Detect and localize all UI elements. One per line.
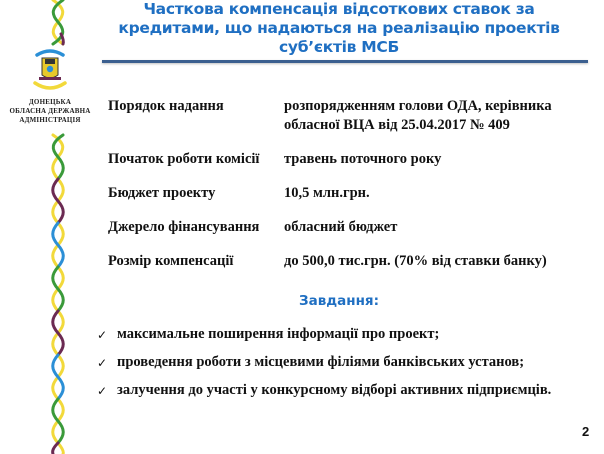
info-value-line: розпорядженням голови ОДА, керівника (284, 98, 552, 114)
slide-title-line: суб’єктів МСБ (279, 38, 399, 56)
info-label: Розмір компенсації (108, 253, 234, 269)
info-row-compensation (108, 252, 588, 271)
info-value: обласний бюджет (284, 219, 398, 235)
org-logo (0, 45, 100, 125)
slide-title-line: кредитами, що надаються на реалізацію проектів (118, 19, 560, 37)
info-label: Порядок надання (108, 98, 224, 114)
list-item (97, 325, 597, 344)
info-label: Початок роботи комісії (108, 151, 260, 167)
task-text: залучення до участі у конкурсному відборі активних підприємців. (117, 382, 552, 398)
tasks-heading: Завдання: (299, 293, 379, 309)
tasks-list (97, 325, 597, 409)
task-text: максимальне поширення інформації про проект; (117, 326, 440, 342)
info-value (284, 97, 588, 135)
check-icon: ✓ (97, 355, 108, 370)
info-row-funding-source (108, 218, 588, 237)
org-name-line: ДОНЕЦЬКА (28, 98, 72, 106)
list-item (97, 353, 597, 372)
info-value-line: обласної ВЦА від 25.04.2017 № 409 (284, 117, 510, 133)
task-text: проведення роботи з місцевими філіями банківських установ; (117, 354, 525, 370)
info-value: травень поточного року (284, 151, 442, 167)
list-item (97, 381, 597, 400)
check-icon: ✓ (97, 327, 108, 342)
page-number: 2 (582, 424, 590, 439)
info-value: 10,5 млн.грн. (284, 185, 370, 201)
coat-of-arms-icon (25, 45, 75, 95)
org-name-line: АДМІНІСТРАЦІЯ (19, 116, 81, 124)
org-name-line: ОБЛАСНА ДЕРЖАВНА (9, 107, 91, 115)
info-row-procedure (108, 97, 588, 135)
title-divider (102, 60, 588, 63)
info-label: Джерело фінансування (108, 219, 260, 235)
slide-title-line: Часткова компенсація відсоткових ставок за (143, 0, 535, 18)
info-row-start (108, 150, 588, 169)
info-label: Бюджет проекту (108, 185, 216, 201)
check-icon: ✓ (97, 383, 108, 398)
info-row-budget (108, 184, 588, 203)
info-value: до 500,0 тис.грн. (70% від ставки банку) (284, 253, 547, 269)
info-table (108, 97, 588, 271)
org-name (0, 98, 100, 125)
slide-title (104, 0, 574, 57)
